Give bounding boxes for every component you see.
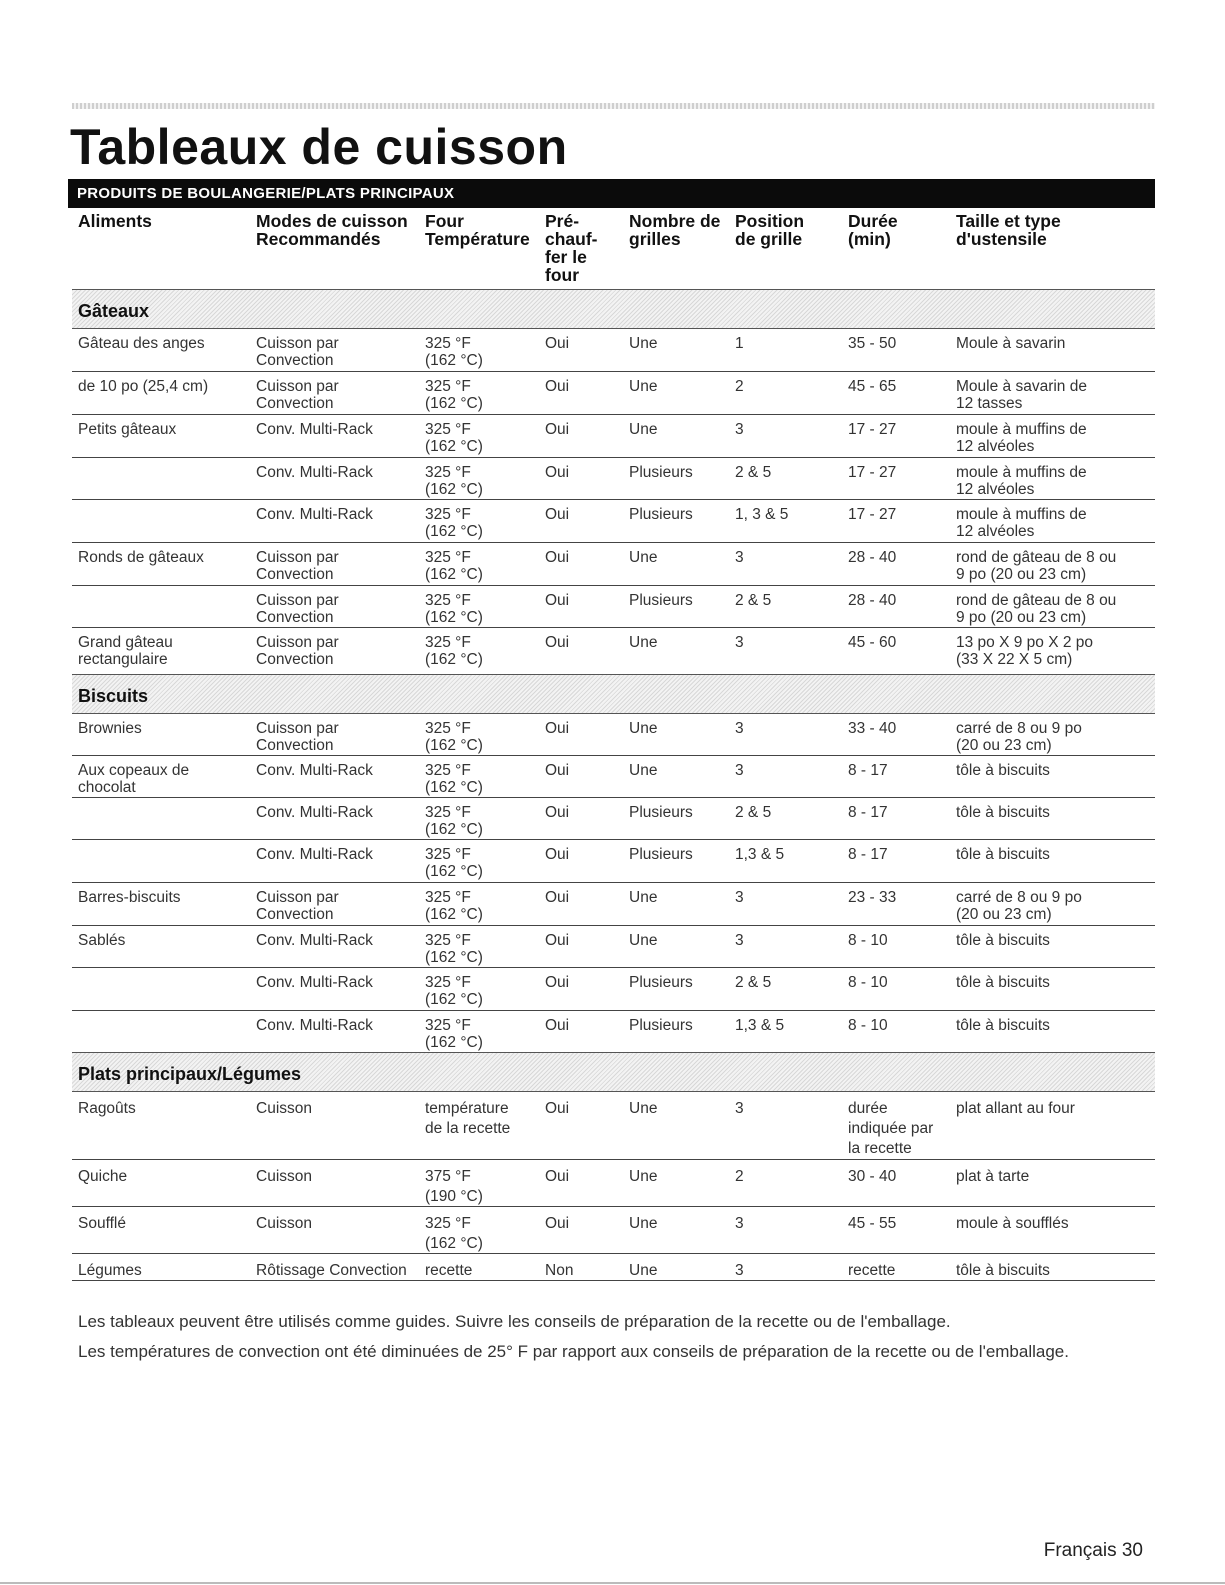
col-position-grille-cell: 2 & 5: [735, 974, 772, 991]
col-nombre-grilles-cell: Plusieurs: [629, 846, 693, 863]
col-temperature-cell: 325 °F (162 °C): [425, 932, 483, 966]
col-position-grille-cell: 1: [735, 335, 744, 352]
section-header: [72, 674, 1155, 714]
col-duree-cell: 17 - 27: [848, 464, 897, 481]
col-mode-cell: Conv. Multi-Rack: [256, 974, 373, 991]
col-mode-cell: Cuisson par Convection: [256, 592, 339, 626]
section-title: Gâteaux: [78, 301, 150, 321]
table-row: [72, 926, 1155, 968]
table-row: [72, 756, 1155, 798]
col-mode-cell: Conv. Multi-Rack: [256, 762, 373, 779]
col-temperature-cell: 325 °F (162 °C): [425, 335, 483, 369]
col-temperature-cell: 325 °F (162 °C): [425, 846, 483, 880]
col-prechauffer-cell: Oui: [545, 762, 570, 779]
col-nombre-grilles-cell: Plusieurs: [629, 804, 693, 821]
col-duree-header: Durée (min): [848, 211, 898, 249]
table-row: [72, 415, 1155, 458]
col-mode-cell: Cuisson par Convection: [256, 720, 339, 754]
col-temperature-cell: 325 °F (162 °C): [425, 804, 483, 838]
col-position-grille-cell: 3: [735, 549, 744, 566]
col-ustensile-header: Taille et type d'ustensile: [956, 211, 1061, 249]
section-header: [72, 1052, 1155, 1092]
section-title: Plats principaux/Légumes: [78, 1064, 302, 1084]
col-nombre-grilles-cell: Une: [629, 335, 658, 352]
col-temperature-cell: recette: [425, 1262, 473, 1279]
col-prechauffer-cell: Oui: [545, 549, 570, 566]
col-ustensile-cell: moule à soufflés: [956, 1215, 1069, 1232]
table-row: [72, 1160, 1155, 1207]
col-aliments-cell: Ragoûts: [78, 1100, 136, 1117]
col-position-grille-cell: 3: [735, 634, 744, 651]
col-nombre-grilles-cell: Une: [629, 549, 658, 566]
col-prechauffer-header: Pré- chauf- fer le four: [545, 211, 598, 285]
page-title: Tableaux de cuisson: [70, 119, 568, 175]
col-ustensile-cell: carré de 8 ou 9 po (20 ou 23 cm): [956, 889, 1082, 923]
note-2: Les températures de convection ont été diminuées de 25° F par rapport aux conseils de préparation de la recette ou de l'emballage.: [78, 1342, 1069, 1361]
col-duree-cell: 23 - 33: [848, 889, 897, 906]
col-position-grille-cell: 2: [735, 378, 744, 395]
col-nombre-grilles-cell: Plusieurs: [629, 506, 693, 523]
col-aliments-cell: Gâteau des anges: [78, 335, 205, 352]
col-temperature-cell: 325 °F (162 °C): [425, 634, 483, 668]
col-temperature-cell: 325 °F (162 °C): [425, 974, 483, 1008]
col-duree-cell: recette: [848, 1262, 896, 1279]
col-temperature-cell: 325 °F (162 °C): [425, 720, 483, 754]
col-mode-cell: Cuisson par Convection: [256, 549, 339, 583]
col-ustensile-cell: moule à muffins de 12 alvéoles: [956, 506, 1087, 540]
table-row: [72, 883, 1155, 926]
col-prechauffer-cell: Oui: [545, 506, 570, 523]
col-ustensile-cell: tôle à biscuits: [956, 932, 1050, 949]
col-nombre-grilles-cell: Une: [629, 421, 658, 438]
col-aliments-cell: de 10 po (25,4 cm): [78, 378, 209, 395]
col-position-grille-cell: 3: [735, 421, 744, 438]
col-mode-cell: Conv. Multi-Rack: [256, 932, 373, 949]
table-row: [72, 628, 1155, 674]
col-temperature-cell: 325 °F (162 °C): [425, 1215, 483, 1252]
col-mode-cell: Cuisson par Convection: [256, 378, 339, 412]
col-temperature-cell: 325 °F (162 °C): [425, 378, 483, 412]
col-aliments-cell: Brownies: [78, 720, 142, 737]
col-duree-cell: 35 - 50: [848, 335, 897, 352]
col-temperature-cell: 325 °F (162 °C): [425, 762, 483, 796]
col-nombre-grilles-header: Nombre de grilles: [629, 211, 721, 249]
col-ustensile-cell: 13 po X 9 po X 2 po (33 X 22 X 5 cm): [956, 634, 1094, 668]
col-temperature-header: Four Température: [425, 211, 530, 249]
col-position-grille-cell: 3: [735, 889, 744, 906]
col-nombre-grilles-cell: Plusieurs: [629, 464, 693, 481]
col-ustensile-cell: Moule à savarin: [956, 335, 1066, 352]
col-mode-cell: Conv. Multi-Rack: [256, 846, 373, 863]
col-position-grille-cell: 2 & 5: [735, 804, 772, 821]
col-temperature-cell: 325 °F (162 °C): [425, 592, 483, 626]
col-duree-cell: 28 - 40: [848, 592, 897, 609]
col-aliments-cell: Quiche: [78, 1168, 128, 1185]
col-prechauffer-cell: Oui: [545, 1168, 570, 1185]
col-ustensile-cell: tôle à biscuits: [956, 804, 1050, 821]
col-nombre-grilles-cell: Une: [629, 634, 658, 651]
col-prechauffer-cell: Oui: [545, 335, 570, 352]
col-ustensile-cell: Moule à savarin de 12 tasses: [956, 378, 1087, 412]
section-header: [72, 289, 1155, 329]
col-position-grille-cell: 2 & 5: [735, 592, 772, 609]
col-prechauffer-cell: Oui: [545, 421, 570, 438]
table-row: [72, 714, 1155, 756]
col-nombre-grilles-cell: Une: [629, 1168, 658, 1185]
col-duree-cell: 33 - 40: [848, 720, 897, 737]
col-ustensile-cell: moule à muffins de 12 alvéoles: [956, 464, 1087, 498]
col-position-grille-cell: 3: [735, 1215, 744, 1232]
col-ustensile-cell: carré de 8 ou 9 po (20 ou 23 cm): [956, 720, 1082, 754]
col-mode-cell: Cuisson: [256, 1215, 312, 1232]
col-duree-cell: 8 - 10: [848, 974, 888, 991]
col-ustensile-cell: tôle à biscuits: [956, 974, 1050, 991]
col-duree-cell: durée indiquée par la recette: [848, 1100, 934, 1157]
col-nombre-grilles-cell: Une: [629, 720, 658, 737]
col-mode-cell: Conv. Multi-Rack: [256, 506, 373, 523]
col-prechauffer-cell: Oui: [545, 1017, 570, 1034]
col-position-grille-header: Position de grille: [735, 211, 805, 249]
col-prechauffer-cell: Oui: [545, 464, 570, 481]
col-nombre-grilles-cell: Plusieurs: [629, 974, 693, 991]
col-ustensile-cell: rond de gâteau de 8 ou 9 po (20 ou 23 cm): [956, 549, 1117, 583]
col-position-grille-cell: 2 & 5: [735, 464, 772, 481]
col-temperature-cell: 325 °F (162 °C): [425, 889, 483, 923]
col-duree-cell: 45 - 60: [848, 634, 897, 651]
col-nombre-grilles-cell: Une: [629, 1100, 658, 1117]
page-number: Français 30: [1043, 1540, 1143, 1561]
table-row: [72, 1011, 1155, 1052]
col-prechauffer-cell: Oui: [545, 974, 570, 991]
col-aliments-header: Aliments: [78, 211, 152, 231]
col-prechauffer-cell: Oui: [545, 889, 570, 906]
table-row: [72, 372, 1155, 415]
col-ustensile-cell: tôle à biscuits: [956, 1017, 1050, 1034]
col-mode-cell: Conv. Multi-Rack: [256, 464, 373, 481]
col-duree-cell: 8 - 17: [848, 762, 888, 779]
table-row: [72, 1207, 1155, 1254]
col-duree-cell: 45 - 55: [848, 1215, 897, 1232]
note-1: Les tableaux peuvent être utilisés comme guides. Suivre les conseils de préparation de la recette ou de l'emballage.: [78, 1312, 951, 1331]
column-headers: [68, 209, 1155, 289]
table-row: [72, 968, 1155, 1011]
col-position-grille-cell: 3: [735, 762, 744, 779]
col-position-grille-cell: 3: [735, 720, 744, 737]
col-duree-cell: 17 - 27: [848, 506, 897, 523]
col-ustensile-cell: tôle à biscuits: [956, 762, 1050, 779]
col-prechauffer-cell: Oui: [545, 592, 570, 609]
col-prechauffer-cell: Oui: [545, 1100, 570, 1117]
col-aliments-cell: Aux copeaux de chocolat: [78, 762, 190, 796]
col-mode-cell: Cuisson: [256, 1100, 312, 1117]
bottom-rule: [0, 1582, 1225, 1584]
col-temperature-cell: 325 °F (162 °C): [425, 549, 483, 583]
table-row: [72, 1092, 1155, 1160]
col-aliments-cell: Petits gâteaux: [78, 421, 177, 438]
col-nombre-grilles-cell: Une: [629, 378, 658, 395]
table-row: [72, 798, 1155, 840]
col-prechauffer-cell: Oui: [545, 720, 570, 737]
col-nombre-grilles-cell: Une: [629, 762, 658, 779]
col-mode-cell: Cuisson par Convection: [256, 335, 339, 369]
col-aliments-cell: Sablés: [78, 932, 126, 949]
col-aliments-cell: Grand gâteau rectangulaire: [78, 634, 173, 668]
col-prechauffer-cell: Oui: [545, 634, 570, 651]
col-aliments-cell: Légumes: [78, 1262, 142, 1279]
col-prechauffer-cell: Oui: [545, 932, 570, 949]
col-duree-cell: 17 - 27: [848, 421, 897, 438]
col-prechauffer-cell: Oui: [545, 378, 570, 395]
col-nombre-grilles-cell: Une: [629, 889, 658, 906]
col-aliments-cell: Barres-biscuits: [78, 889, 181, 906]
col-ustensile-cell: moule à muffins de 12 alvéoles: [956, 421, 1087, 455]
col-temperature-cell: 325 °F (162 °C): [425, 421, 483, 455]
col-ustensile-cell: plat allant au four: [956, 1100, 1075, 1117]
col-position-grille-cell: 1,3 & 5: [735, 1017, 785, 1034]
table-row: [72, 586, 1155, 628]
col-ustensile-cell: plat à tarte: [956, 1168, 1030, 1185]
col-mode-cell: Cuisson par Convection: [256, 889, 339, 923]
table-row: [72, 329, 1155, 372]
table-row: [72, 458, 1155, 500]
col-duree-cell: 45 - 65: [848, 378, 897, 395]
col-nombre-grilles-cell: Plusieurs: [629, 1017, 693, 1034]
col-mode-cell: Conv. Multi-Rack: [256, 421, 373, 438]
col-ustensile-cell: rond de gâteau de 8 ou 9 po (20 ou 23 cm): [956, 592, 1117, 626]
col-prechauffer-cell: Oui: [545, 1215, 570, 1232]
col-aliments-cell: Soufflé: [78, 1215, 126, 1232]
col-position-grille-cell: 2: [735, 1168, 744, 1185]
section-title: Biscuits: [78, 686, 149, 706]
col-mode-cell: Cuisson: [256, 1168, 312, 1185]
col-mode-cell: Conv. Multi-Rack: [256, 1017, 373, 1034]
col-prechauffer-cell: Oui: [545, 846, 570, 863]
table-row: [72, 500, 1155, 543]
col-position-grille-cell: 3: [735, 1262, 744, 1279]
col-duree-cell: 30 - 40: [848, 1168, 897, 1185]
col-position-grille-cell: 3: [735, 1100, 744, 1117]
col-nombre-grilles-cell: Une: [629, 1262, 658, 1279]
col-position-grille-cell: 1,3 & 5: [735, 846, 785, 863]
col-duree-cell: 8 - 17: [848, 846, 888, 863]
col-position-grille-cell: 1, 3 & 5: [735, 506, 789, 523]
col-temperature-cell: 325 °F (162 °C): [425, 1017, 483, 1051]
col-aliments-cell: Ronds de gâteaux: [78, 549, 204, 566]
col-mode-cell: Conv. Multi-Rack: [256, 804, 373, 821]
table-banner: PRODUITS DE BOULANGERIE/PLATS PRINCIPAUX: [68, 179, 1155, 208]
col-nombre-grilles-cell: Une: [629, 932, 658, 949]
col-prechauffer-cell: Oui: [545, 804, 570, 821]
col-mode-cell: Rôtissage Convection: [256, 1262, 407, 1279]
col-temperature-cell: 325 °F (162 °C): [425, 506, 483, 540]
col-duree-cell: 8 - 17: [848, 804, 888, 821]
col-prechauffer-cell: Non: [545, 1262, 574, 1279]
col-position-grille-cell: 3: [735, 932, 744, 949]
col-mode-cell: Cuisson par Convection: [256, 634, 339, 668]
col-duree-cell: 8 - 10: [848, 932, 888, 949]
col-duree-cell: 28 - 40: [848, 549, 897, 566]
col-temperature-cell: 325 °F (162 °C): [425, 464, 483, 498]
col-temperature-cell: température de la recette: [425, 1100, 511, 1137]
col-ustensile-cell: tôle à biscuits: [956, 1262, 1050, 1279]
table-row: [72, 543, 1155, 586]
col-temperature-cell: 375 °F (190 °C): [425, 1168, 483, 1205]
col-ustensile-cell: tôle à biscuits: [956, 846, 1050, 863]
col-duree-cell: 8 - 10: [848, 1017, 888, 1034]
col-nombre-grilles-cell: Plusieurs: [629, 592, 693, 609]
col-nombre-grilles-cell: Une: [629, 1215, 658, 1232]
top-rule: [72, 103, 1155, 109]
table-row: [72, 840, 1155, 883]
table-row: [72, 1254, 1155, 1281]
col-mode-header: Modes de cuisson Recommandés: [256, 211, 408, 249]
